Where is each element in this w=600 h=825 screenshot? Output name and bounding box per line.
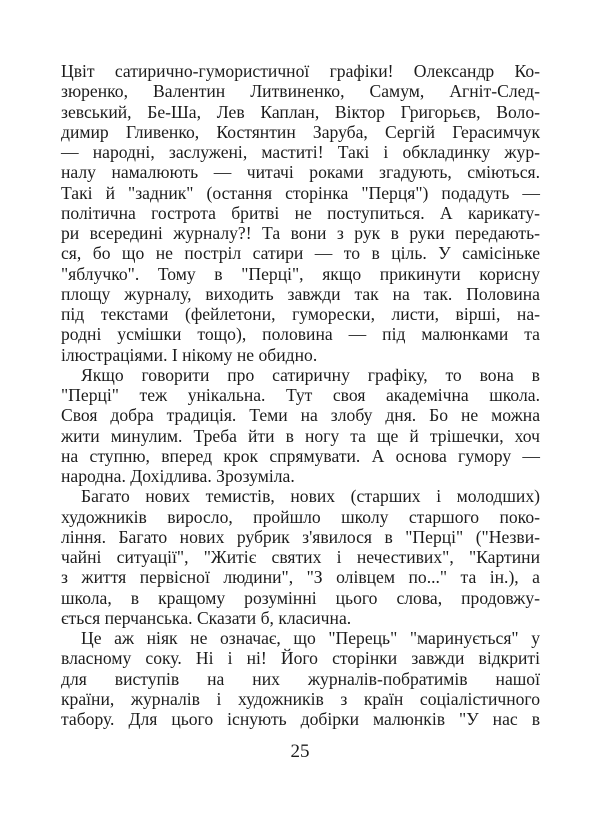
- text-line: "яблучко". Тому в "Перці", якщо прикинути корисну: [61, 263, 540, 284]
- text-line: налу намалюють — читачі роками згадують, сміються.: [61, 162, 540, 183]
- text-line: народна. Дохідлива. Зрозуміла.: [61, 466, 295, 486]
- text-line: родні усмішки тощо), половина — під малюнками та: [61, 324, 540, 345]
- text-line: Якщо говорити про сатиричну графіку, то вона в: [81, 364, 540, 385]
- text-line: Такі й "задник" (остання сторінка "Перця") подадуть —: [61, 182, 540, 203]
- text-line: ілюстраціями. І нікому не обидно.: [61, 344, 318, 365]
- text-line: жити минулим. Треба йти в ногу та ще й трішечки, хоч: [61, 425, 540, 446]
- text-line: Багато нових темистів, нових (старших і молодших): [81, 486, 540, 507]
- text-line: зюренко, Валентин Литвиненко, Самум, Агніт-След-: [61, 81, 540, 102]
- text-line: політична гострота бритві не поступиться. А карикату-: [61, 202, 540, 223]
- paragraph: [61, 365, 540, 487]
- text-line: — народні, заслужені, маститі! Такі і обкладинку жур-: [61, 142, 540, 162]
- paragraph: [61, 628, 540, 729]
- text-line: ління. Багато нових рубрик з'явилося в "Перці" ("Незви-: [61, 526, 540, 547]
- text-line: табору. Для цього існують добірки малюнків "У нас в: [61, 709, 540, 729]
- text-line: з життя первісної людини", "З олівцем по..." та ін.), а: [61, 567, 540, 588]
- text-line: художників виросло, пройшло школу старшого поко-: [61, 506, 540, 527]
- text-line: Своя добра традиція. Теми на злобу дня. Бо не можна: [61, 405, 540, 426]
- text-line: Цвіт сатирично-гумористичної графіки! Олександр Ко-: [61, 61, 540, 81]
- paragraph: [61, 486, 540, 628]
- text-line: ся, бо що не постріл сатири — то в ціль. У самісіньке: [61, 243, 540, 264]
- text-line: площу журналу, виходить завжди так на так. Половина: [61, 283, 540, 304]
- page-number: 25: [290, 741, 310, 762]
- text-line: чайні ситуації", "Житіє святих і нечестивих", "Картини: [61, 547, 540, 567]
- text-line: Це аж ніяк не означає, що "Перець" "маринується" у: [81, 628, 540, 648]
- paragraph: [61, 61, 540, 365]
- text-line: ється перчанська. Сказати б, класична.: [61, 607, 352, 628]
- text-line: димир Гливенко, Костянтин Заруба, Сергій Герасимчук: [61, 121, 540, 142]
- text-line: на ступню, вперед крок спрямувати. А основа гумору —: [61, 445, 540, 466]
- text-line: зевський, Бе-Ша, Лев Каплан, Віктор Григорьєв, Воло-: [61, 101, 540, 122]
- text-line: власному соку. Ні і ні! Його сторінки завжди відкриті: [61, 648, 540, 669]
- text-line: під текстами (фейлетони, гуморески, листи, вірші, на-: [61, 304, 540, 324]
- page-body: [61, 61, 540, 729]
- text-line: країни, журналів і художників з країн соціалістичного: [61, 688, 540, 709]
- text-line: школа, в кращому розумінні цього слова, продовжу-: [61, 587, 540, 608]
- text-line: ри всередині журналу?! Та вони з рук в руки передають-: [61, 223, 540, 243]
- text-line: для виступів на них журналів-побратимів нашої: [61, 668, 540, 689]
- text-line: "Перці" теж унікальна. Тут своя академічна школа.: [61, 385, 540, 405]
